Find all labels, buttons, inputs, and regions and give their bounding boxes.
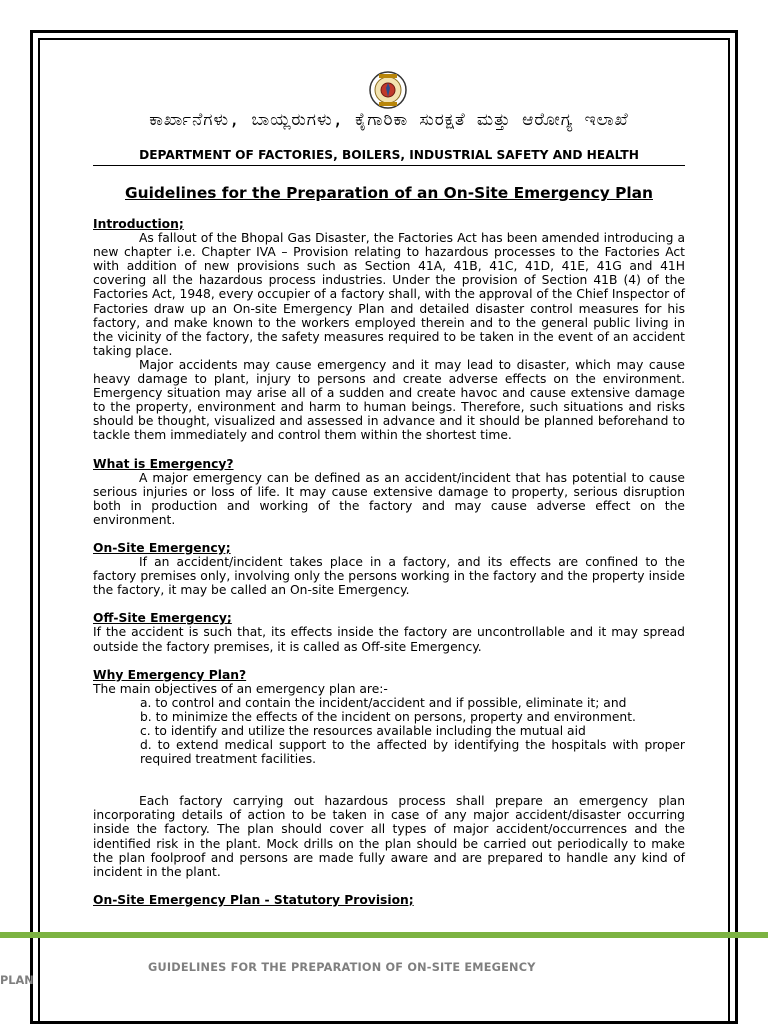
section-heading-onsite-emergency: On-Site Emergency; (93, 540, 231, 555)
document-body (93, 217, 685, 907)
header-divider (93, 165, 685, 166)
list-item: c. to identify and utilize the resources available including the mutual aid (140, 724, 586, 738)
section-heading-statutory-provision: On-Site Emergency Plan - Statutory Provision; (93, 892, 414, 907)
paragraph-why-intro: The main objectives of an emergency plan are:- (93, 681, 388, 696)
paragraph-intro-1: As fallout of the Bhopal Gas Disaster, the Factories Act has been amended introducing a new chapter i.e. Chapter IVA – Provision relating to hazardous processes to the Factories Act with addition of new provisions such as Section 41A, 41B, 41C, 41D, 41E, 41G and 41H covering all the hazardous process industries. Under the provision of Section 41B (4) of the Factories Act, 1948, every occupier of a factory shall, with the approval of the Chief Inspector of Factories draw up an On-site Emergency Plan and detailed disaster control measures for his factory, and make known to the workers employed therein and to the general public living in the vicinity of the factory, the safety measures required to be taken in the event of an accident taking place. (93, 231, 685, 358)
list-item: d. to extend medical support to the affected by identifying the hospitals with proper required treatment facilities. (140, 738, 685, 767)
paragraph-onsite: If an accident/incident takes place in a factory, and its effects are confined to the factory premises only, involving only the persons working in the factory and the property inside the factory, it may be called an On-site Emergency. (93, 555, 685, 598)
list-item: b. to minimize the effects of the incident on persons, property and environment. (140, 709, 636, 724)
paragraph-intro-2: Major accidents may cause emergency and it may lead to disaster, which may cause heavy damage to plant, injury to persons and create adverse effects on the environment. Emergency situation may arise all of a sudden and create havoc and cause extensive damage to the property, environment and harm to human beings. Therefore, such situations and risks should be thought, visualized and assessed in advance and it should be planned beforehand to tackle them immediately and control them within the shortest time. (93, 357, 685, 443)
document-title: Guidelines for the Preparation of an On-Site Emergency Plan (125, 184, 653, 202)
section-heading-offsite-emergency: Off-Site Emergency; (93, 611, 232, 626)
kannada-department-title: ಕಾರ್ಖಾನೆಗಳು, ಬಾಯ್ಲರುಗಳು, ಕೈಗಾರಿಕಾ ಸುರಕ್ಷತೆ ಮತ್ತು ಆರೋಗ್ಯ ಇಲಾಖೆ (149, 110, 629, 130)
section-heading-what-is-emergency: What is Emergency? (93, 456, 234, 471)
state-emblem-icon (368, 70, 408, 110)
list-item: a. to control and contain the incident/accident and if possible, eliminate it; and (140, 695, 627, 710)
section-heading-why-emergency-plan: Why Emergency Plan? (93, 667, 247, 682)
section-heading-introduction: Introduction; (93, 217, 184, 231)
paragraph-plan: Each factory carrying out hazardous process shall prepare an emergency plan incorporating details of action to be taken in case of any major accident/disaster occurring inside the factory. The plan should cover all types of major accident/occurrences and the identified risk in the plant. Mock drills on the plan should be carried out periodically to make the plan foolproof and persons are made fully aware and are prepared to handle any kind of incident in the plant. (93, 794, 685, 879)
department-name: DEPARTMENT OF FACTORIES, BOILERS, INDUSTRIAL SAFETY AND HEALTH (139, 148, 639, 162)
footer-accent-bar (0, 932, 768, 938)
paragraph-emergency: A major emergency can be defined as an accident/incident that has potential to cause serious injuries or loss of life. It may cause extensive damage to property, serious disruption both in production and working of the factory and may cause adverse effect on the environment. (93, 470, 685, 527)
paragraph-offsite: If the accident is such that, its effects inside the factory are uncontrollable and it may spread outside the factory premises, it is called as Off-site Emergency. (93, 625, 685, 654)
footer-title-continuation: PLAN (0, 974, 34, 987)
footer-title: GUIDELINES FOR THE PREPARATION OF ON-SITE EMEGENCY (148, 961, 536, 974)
